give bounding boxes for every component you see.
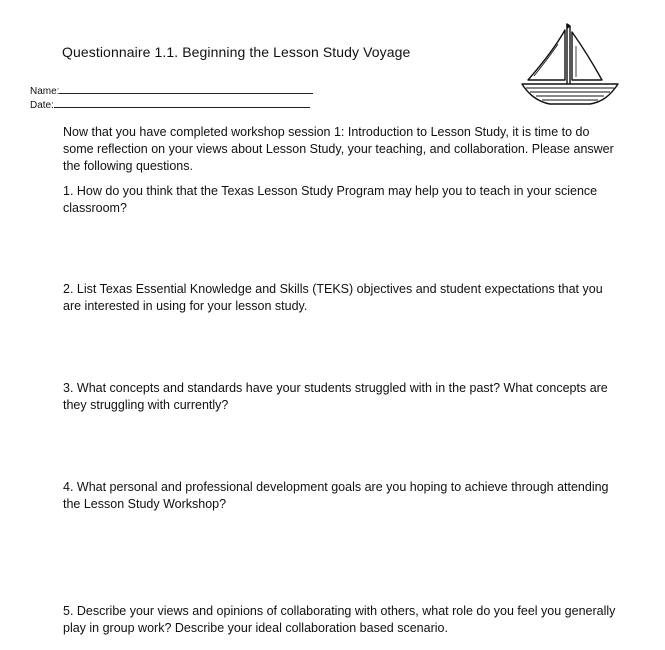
name-blank-line[interactable]	[59, 84, 313, 94]
question-5: 5. Describe your views and opinions of collaborating with others, what role do you feel you generally play in group work? Describe your ideal collaboration based scenario.	[63, 604, 616, 635]
document-title: Questionnaire 1.1. Beginning the Lesson Study Voyage	[62, 44, 411, 60]
sailboat-icon	[520, 22, 620, 108]
question-1: 1. How do you think that the Texas Lesson Study Program may help you to teach in your science classroom?	[63, 184, 598, 215]
name-field[interactable]	[30, 84, 313, 97]
question-2: 2. List Texas Essential Knowledge and Skills (TEKS) objectives and student expectations that you are interested in using for your lesson study.	[63, 282, 603, 313]
date-label: Date:	[30, 100, 54, 111]
intro-paragraph: Now that you have completed workshop session 1: Introduction to Lesson Study, it is time to do some reflection on your views about Lesson Study, your teaching, and collaboration. Please answer the following questions.	[63, 125, 614, 173]
date-blank-line[interactable]	[54, 98, 310, 108]
date-field[interactable]	[30, 98, 310, 111]
name-label: Name:	[30, 86, 60, 97]
question-3: 3. What concepts and standards have your students struggled with in the past? What concepts are they struggling with currently?	[63, 381, 608, 412]
question-4: 4. What personal and professional development goals are you hoping to achieve through attending the Lesson Study Workshop?	[63, 480, 609, 511]
